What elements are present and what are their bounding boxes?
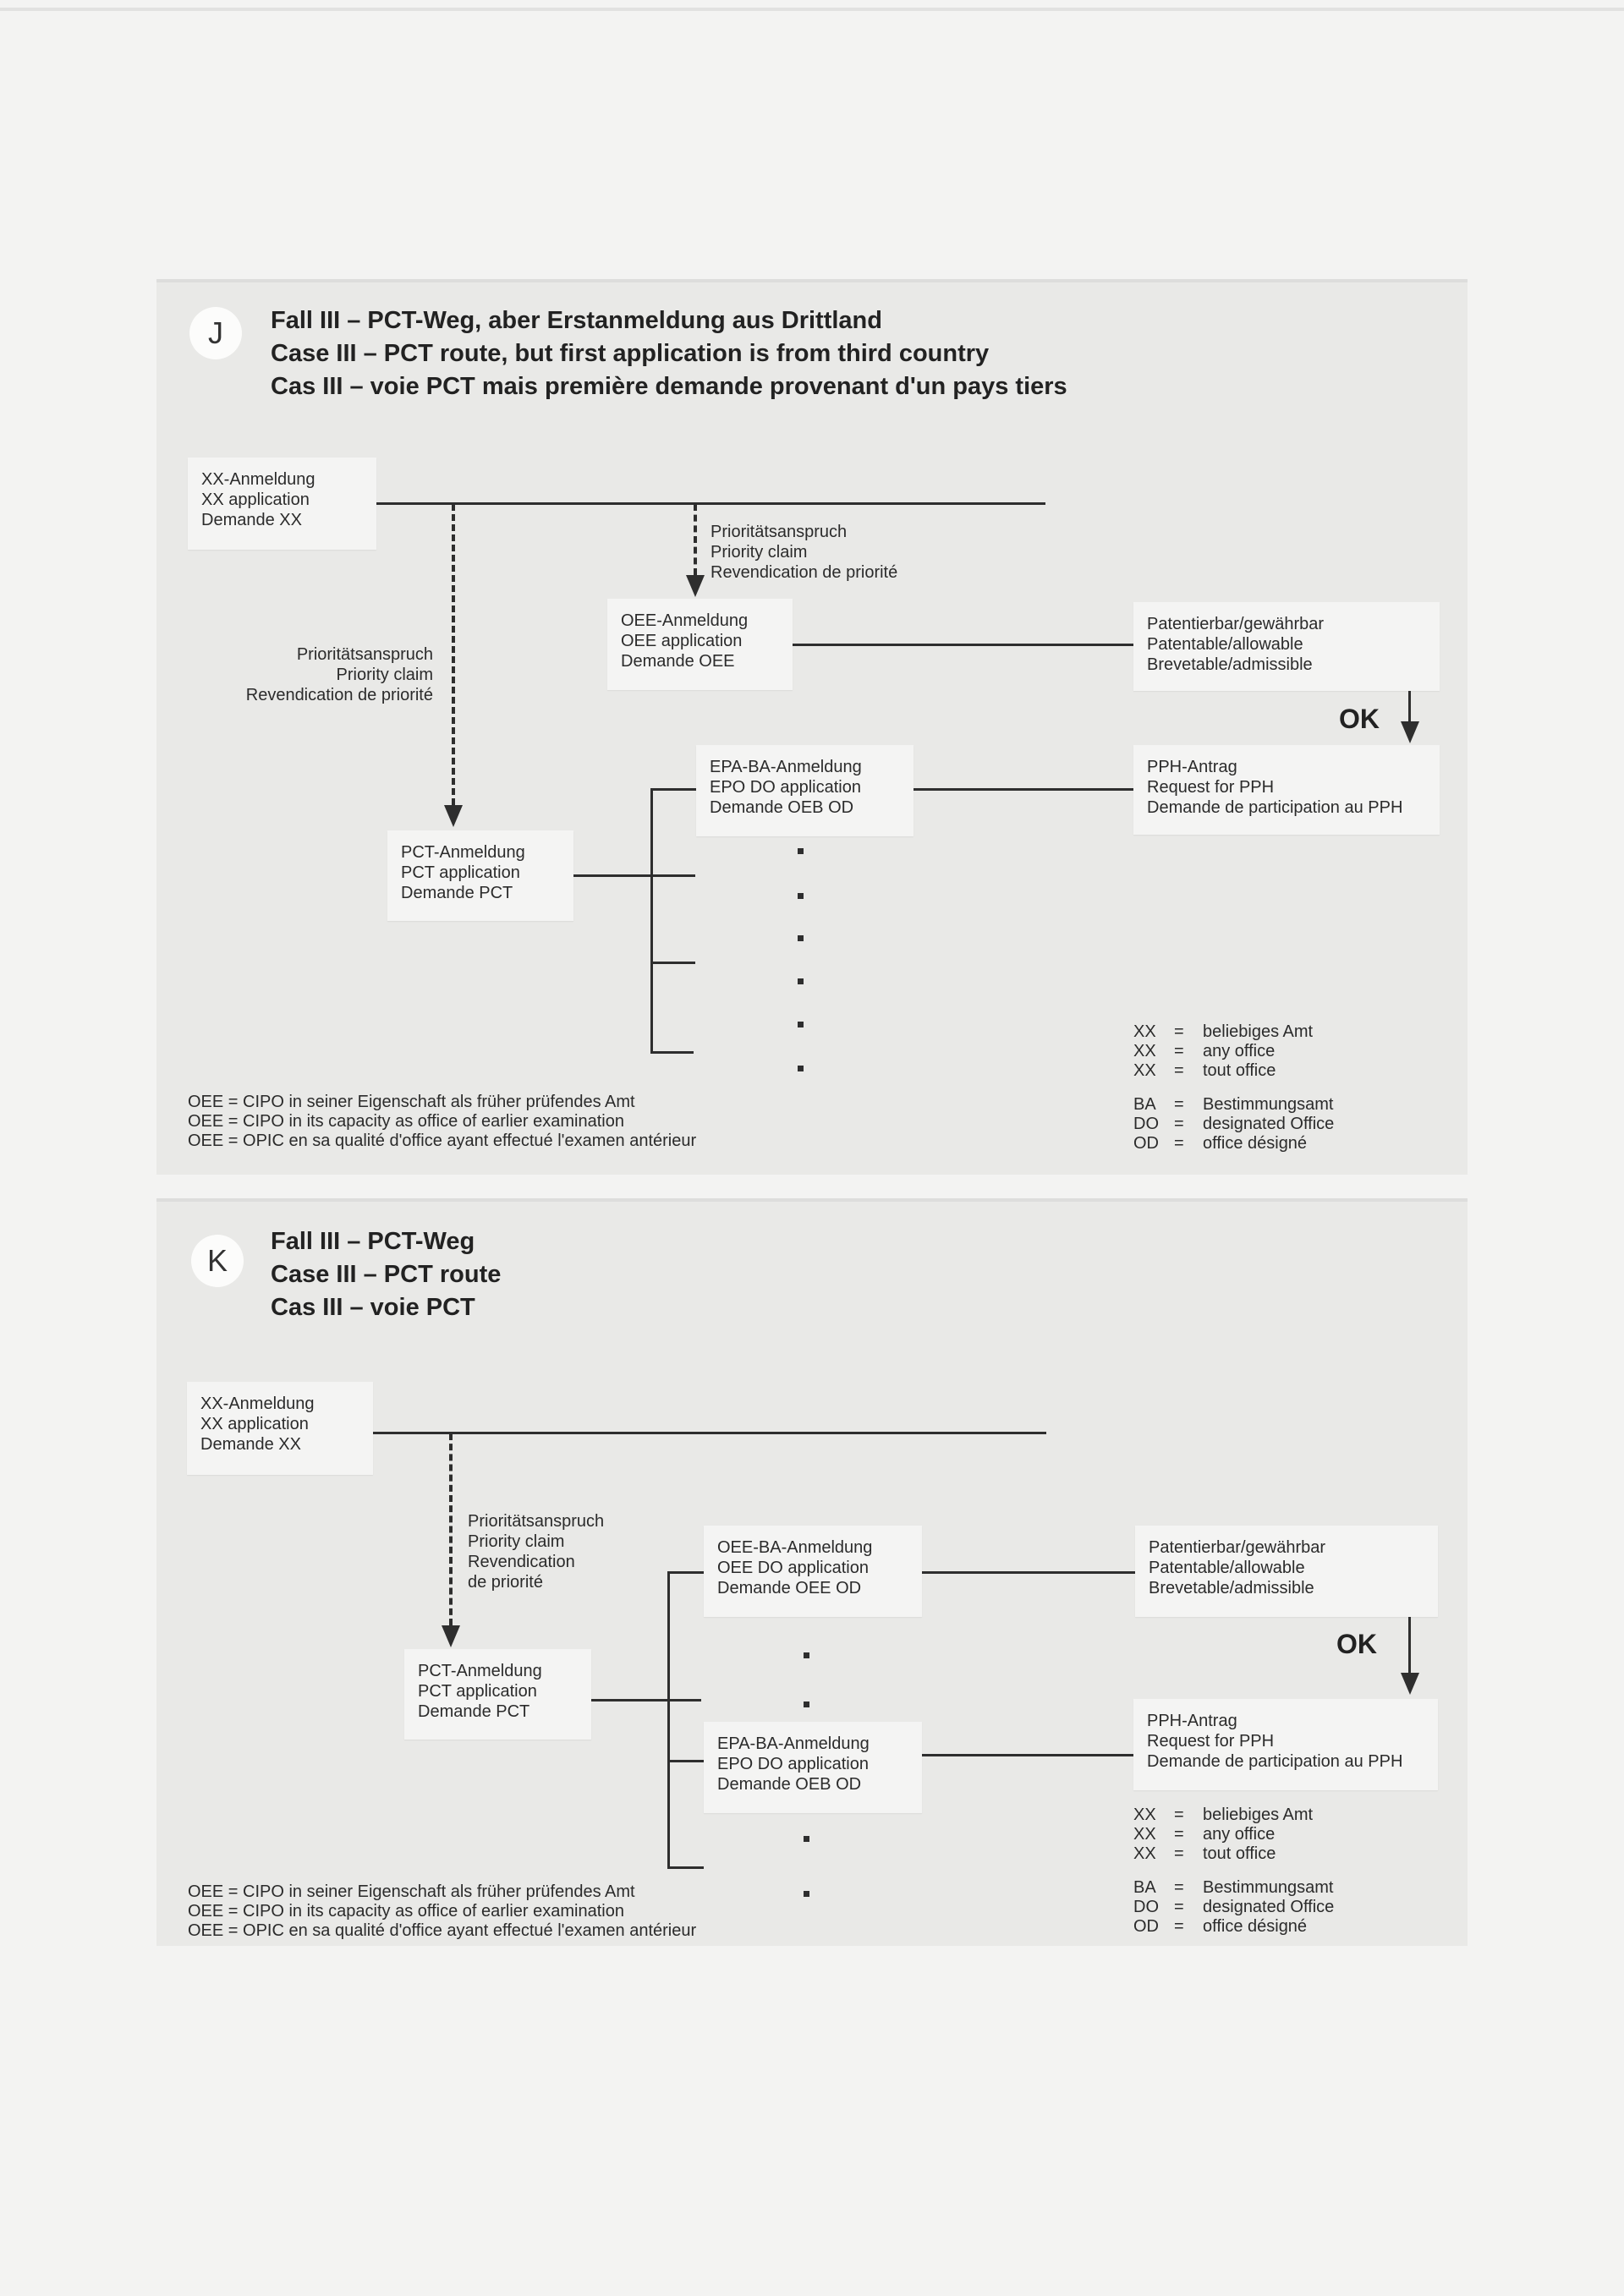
bracket-stub-top-k [667,1571,704,1574]
legend-oee-k [188,1882,696,1941]
box-line: PPH-Antrag [1147,758,1237,776]
ellipsis-dot [804,1652,809,1658]
legend-eq: = [1174,1878,1184,1897]
ok-arrow-line-k [1408,1617,1411,1674]
ellipsis-dot [804,1891,809,1897]
ellipsis-dot [804,1701,809,1707]
title-line-fr: Cas III – voie PCT [271,1294,475,1321]
box-line: PCT-Anmeldung [401,843,525,862]
legend-row [1133,1042,1313,1061]
ellipsis-dot [798,1022,804,1027]
ellipsis-dot [798,848,804,854]
arrowhead-pct-j [444,805,463,827]
legend-desc: designated Office [1203,1898,1335,1916]
bracket-stub-top-j [650,788,696,791]
legend-desc: any office [1203,1825,1276,1844]
box-xx-application-k [187,1382,373,1475]
label-line: Prioritätsanspruch [710,523,848,541]
box-pph-request-j [1133,745,1440,835]
legend-row [1133,1844,1313,1864]
bracket-stub-bottom-j [650,1051,694,1054]
box-epa-ba-application-k [704,1722,922,1813]
box-line: Demande PCT [418,1702,530,1721]
ok-arrowhead-k [1401,1673,1419,1695]
legend-eq: = [1174,1844,1184,1863]
bracket-vertical-j [650,788,653,1054]
box-line: EPA-BA-Anmeldung [710,758,862,776]
dashed-priority-line-pct-k [449,1433,453,1625]
legend-abbr: OD [1133,1134,1159,1153]
legend-eq: = [1174,1022,1184,1041]
bracket-stub-mid-j [650,962,695,964]
box-line: Request for PPH [1147,1732,1275,1751]
legend-row [1133,1061,1313,1081]
legend-abbr: XX [1133,1825,1156,1844]
box-line: Brevetable/admissible [1147,655,1313,674]
legend-row [1133,1095,1334,1115]
ellipsis-dot [798,935,804,941]
legend-eq: = [1174,1898,1184,1916]
panel-case-iii-j [156,279,1468,1175]
ok-label-k: OK [1336,1629,1377,1659]
flow-line-xx-main-k [373,1432,1046,1434]
flow-line-pct-bracket-j [573,874,695,877]
label-line: Revendication de priorité [245,686,433,704]
label-line: de priorité [468,1573,543,1592]
legend-row [1133,1115,1334,1134]
box-line: OEE-Anmeldung [621,611,749,630]
legend-eq: = [1174,1134,1184,1153]
legend-line: OEE = OPIC en sa qualité d'office ayant effectué l'examen antérieur [188,1921,697,1940]
priority-claim-label-mid-j [710,522,897,583]
legend-xx-j [1133,1022,1313,1081]
title-line-fr: Cas III – voie PCT mais première demande provenant d'un pays tiers [271,373,1067,400]
ok-label-j: OK [1339,704,1380,734]
legend-eq: = [1174,1115,1184,1133]
box-line: Patentierbar/gewährbar [1147,615,1325,633]
legend-abbr: DO [1133,1115,1159,1133]
box-line: Patentable/allowable [1149,1559,1305,1577]
legend-line: OEE = CIPO in its capacity as office of earlier examination [188,1902,624,1921]
legend-abbr: OD [1133,1917,1159,1936]
legend-row [1133,1917,1334,1937]
label-line: Revendication de priorité [710,563,898,582]
legend-row [1133,1878,1334,1898]
panel-case-iii-k [156,1198,1468,1946]
ellipsis-dot [798,1066,804,1071]
legend-eq: = [1174,1917,1184,1936]
legend-eq: = [1174,1061,1184,1080]
box-xx-application-j [188,458,376,550]
box-line: EPO DO application [717,1755,869,1773]
page-top-rule [0,8,1624,11]
legend-abbr: XX [1133,1061,1156,1080]
panel-badge-j-letter: J [208,315,223,350]
flow-line-pct-bracket-k [591,1699,701,1701]
box-line: OEE application [621,632,743,650]
box-line: OEE DO application [717,1559,869,1577]
box-oee-ba-application-k [704,1526,922,1617]
box-line: EPO DO application [710,778,861,797]
box-pph-request-k [1133,1699,1438,1790]
flow-line-oee-patentable-j [793,644,1133,646]
box-line: EPA-BA-Anmeldung [717,1734,870,1753]
box-line: PCT-Anmeldung [418,1662,542,1680]
priority-claim-label-k [468,1511,604,1592]
box-line: XX-Anmeldung [201,470,315,489]
flow-line-epa-pph-j [914,788,1133,791]
legend-abbr: BA [1133,1095,1156,1114]
legend-desc: any office [1203,1042,1276,1060]
legend-eq: = [1174,1825,1184,1844]
box-pct-application-j [387,830,573,921]
legend-abbr: DO [1133,1898,1159,1916]
bracket-stub-bottom-k [667,1866,704,1869]
box-epa-ba-application-j [696,745,914,836]
box-line: XX application [200,1415,309,1433]
box-line: PPH-Antrag [1147,1712,1237,1730]
legend-row [1133,1806,1313,1825]
box-line: Demande XX [201,511,302,529]
legend-eq: = [1174,1806,1184,1824]
dashed-priority-line-pct-j [452,504,455,805]
label-line: Priority claim [336,666,433,684]
flow-line-xx-main-j [376,502,1045,505]
box-line: Demande OEB OD [710,798,854,817]
legend-desc: Bestimmungsamt [1203,1095,1334,1114]
legend-desc: office désigné [1203,1917,1308,1936]
legend-abbr: BA [1133,1878,1156,1897]
panel-badge-k-letter: K [206,1243,228,1278]
legend-xx-k [1133,1806,1313,1864]
box-line: PCT application [401,863,520,882]
legend-line: OEE = OPIC en sa qualité d'office ayant effectué l'examen antérieur [188,1132,697,1150]
label-line: Priority claim [468,1532,565,1551]
bracket-stub-mid-k [667,1760,704,1762]
box-patentable-j [1133,602,1440,691]
box-line: Patentierbar/gewährbar [1149,1538,1326,1557]
dashed-priority-line-oee-j [694,504,697,575]
flow-line-epaba-pph-k [922,1754,1133,1756]
bracket-vertical-k [667,1571,670,1869]
box-line: XX-Anmeldung [200,1395,315,1413]
legend-oee-j [188,1093,696,1151]
box-line: Patentable/allowable [1147,635,1303,654]
label-line: Priority claim [710,543,808,562]
title-line-de: Fall III – PCT-Weg, aber Erstanmeldung aus Drittland [271,307,882,334]
ellipsis-dot [798,978,804,984]
box-line: Demande OEB OD [717,1775,862,1794]
arrowhead-oee-j [686,575,705,597]
legend-abbr: XX [1133,1042,1156,1060]
box-line: OEE-BA-Anmeldung [717,1538,873,1557]
legend-eq: = [1174,1095,1184,1114]
legend-desc: Bestimmungsamt [1203,1878,1334,1897]
legend-abbr: XX [1133,1806,1156,1824]
box-patentable-k [1135,1526,1438,1617]
box-line: Demande de participation au PPH [1147,1752,1403,1771]
box-line: Brevetable/admissible [1149,1579,1314,1597]
title-line-en: Case III – PCT route [271,1261,502,1288]
legend-desc: office désigné [1203,1134,1308,1153]
flow-line-oeeba-patentable-k [922,1571,1135,1574]
legend-abbr: XX [1133,1022,1156,1041]
legend-desc: tout office [1203,1844,1276,1863]
legend-ba-j [1133,1095,1334,1153]
box-line: Demande PCT [401,884,513,902]
legend-ba-k [1133,1878,1334,1937]
box-line: PCT application [418,1682,537,1701]
panel-badge-j [189,307,242,359]
title-line-de: Fall III – PCT-Weg [271,1228,475,1255]
box-line: Demande OEE [621,652,735,671]
label-line: Revendication [468,1553,575,1571]
priority-claim-label-left-j [207,644,433,705]
legend-desc: designated Office [1203,1115,1335,1133]
box-line: Request for PPH [1147,778,1275,797]
box-pct-application-k [404,1649,591,1740]
box-line: Demande de participation au PPH [1147,798,1403,817]
panel-badge-k [191,1235,244,1287]
label-line: Prioritätsanspruch [296,645,433,664]
ok-arrowhead-j [1401,721,1419,743]
panel-title-j [271,304,1067,403]
box-line: Demande XX [200,1435,301,1454]
box-oee-application-j [607,599,793,690]
legend-desc: tout office [1203,1061,1276,1080]
panel-title-k [271,1225,501,1324]
legend-eq: = [1174,1042,1184,1060]
legend-row [1133,1022,1313,1042]
legend-desc: beliebiges Amt [1203,1022,1314,1041]
ellipsis-dot [798,893,804,899]
title-line-en: Case III – PCT route, but first application is from third country [271,340,990,367]
legend-row [1133,1898,1334,1917]
legend-line: OEE = CIPO in seiner Eigenschaft als früher prüfendes Amt [188,1093,635,1111]
legend-desc: beliebiges Amt [1203,1806,1314,1824]
label-line: Prioritätsanspruch [468,1512,605,1531]
legend-abbr: XX [1133,1844,1156,1863]
legend-line: OEE = CIPO in seiner Eigenschaft als früher prüfendes Amt [188,1882,635,1901]
box-line: Demande OEE OD [717,1579,862,1597]
ellipsis-dot [804,1836,809,1842]
arrowhead-pct-k [442,1625,460,1647]
box-line: XX application [201,490,310,509]
legend-row [1133,1825,1313,1844]
legend-line: OEE = CIPO in its capacity as office of earlier examination [188,1112,624,1131]
ok-arrow-line-j [1408,691,1411,723]
legend-row [1133,1134,1334,1153]
